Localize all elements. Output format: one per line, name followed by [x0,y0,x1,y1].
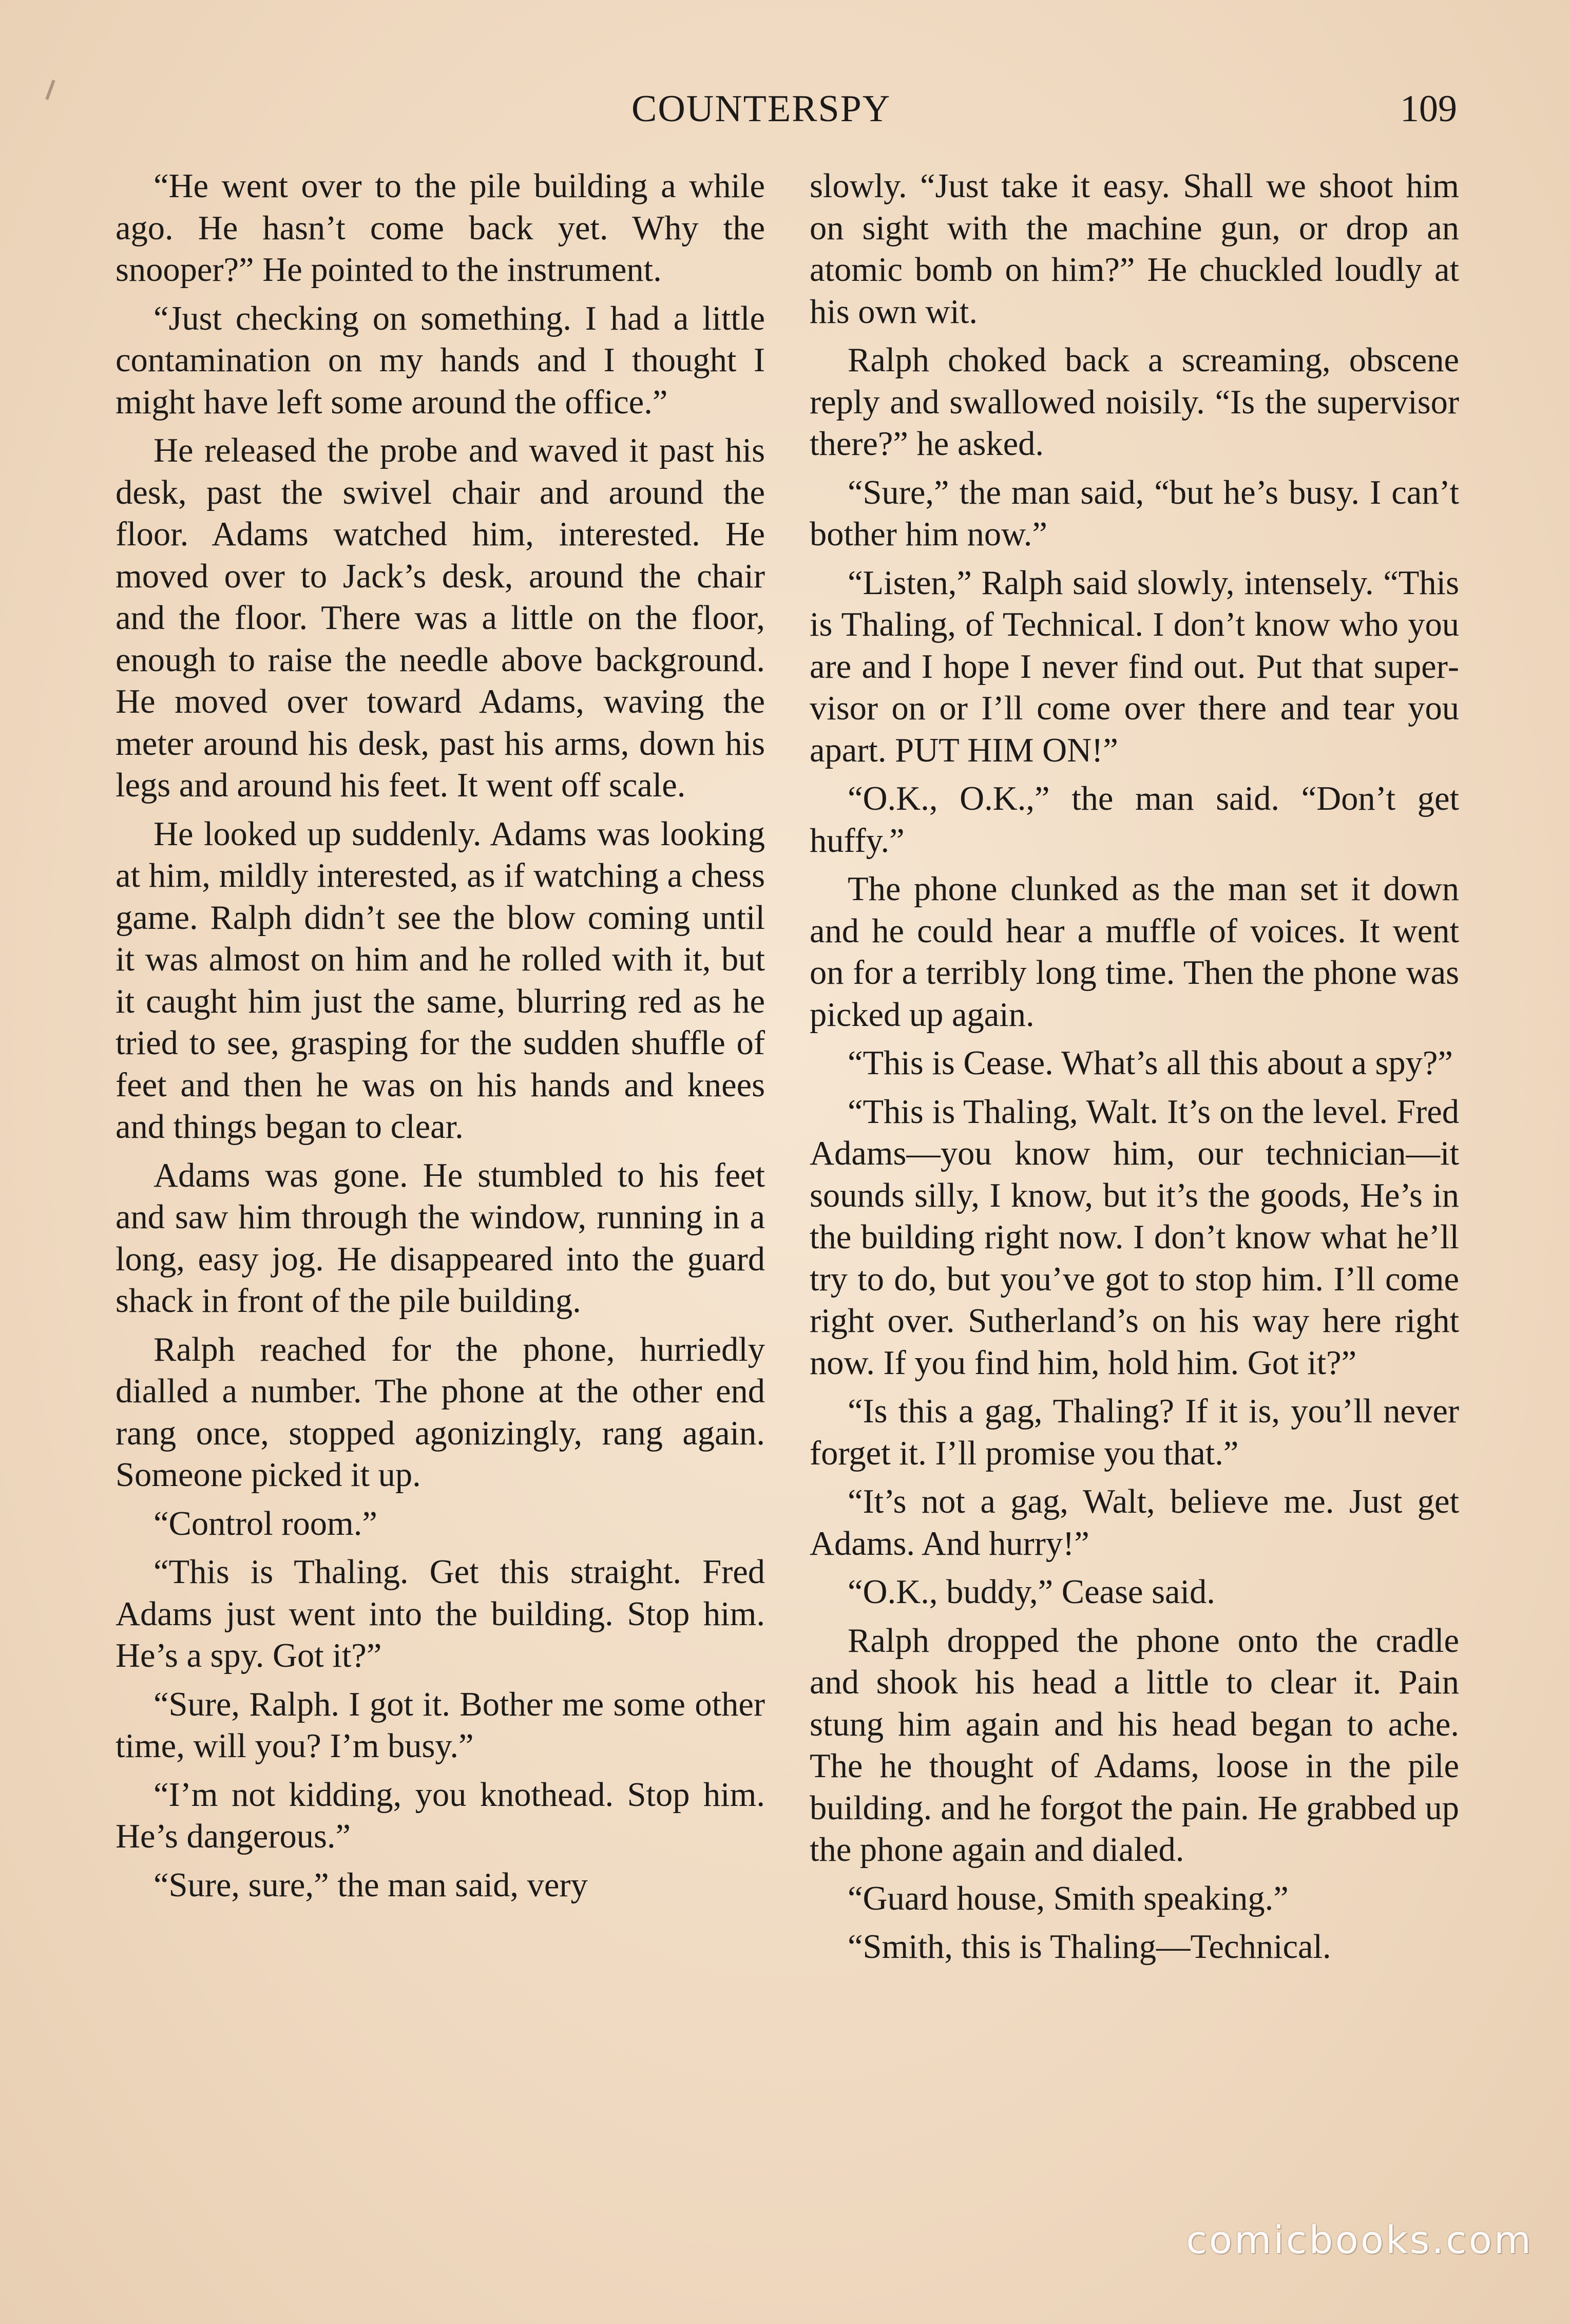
left-text-column [116,165,765,1913]
running-title: COUNTERSPY [631,88,891,130]
paragraph: “O.K., O.K.,” the man said. “Don’t get huffy.” [810,780,1459,860]
paragraph-continued: slowly. “Just take it easy. Shall we shoot him on sight with the machine gun, or drop an atomic bomb on him?” He chuckled loudly at his own wit. [810,167,1459,331]
paragraph: “Just checking on something. I had a little contamination on my hands and I thought I might have left some around the office.” [116,299,765,421]
paragraph: “O.K., buddy,” Cease said. [848,1573,1215,1611]
paragraph: “Sure,” the man said, “but he’s busy. I can’t bother him now.” [810,473,1459,553]
paragraph: “I’m not kidding, you knothead. Stop him. He’s dangerous.” [116,1776,765,1855]
page-header [631,87,1457,144]
paragraph: “Sure, Ralph. I got it. Bother me some other time, will you? I’m busy.” [116,1685,765,1765]
stray-pen-mark [45,80,55,100]
paragraph: “Smith, this is Thaling—Technical. [848,1928,1331,1966]
watermark: comicbooks.com [1186,2218,1533,2262]
paragraph: The phone clunked as the man set it down and he could hear a muffle of voices. It went on for a terribly long time. Then the phone was picked up again. [810,870,1459,1034]
paragraph: He released the probe and waved it past his desk, past the swivel chair and around the floor. Adams watched him, interested. He moved over to Jack’s desk, around the chair and the floor. There was a little on the floor, enough to raise the needle above background. He moved over toward Adams, waving the meter around his desk, past his arms, down his legs and around his feet. It went off scale. [116,432,765,804]
page-number: 109 [1400,88,1457,130]
paragraph: He looked up suddenly. Adams was looking at him, mildly interested, as if watching a chess game. Ralph didn’t see the blow coming until it was almost on him and he rolled with it, but it caught him just the same, blurring red as he tried to see, grasping for the sudden shuffle of feet and then he was on his hands and knees and things began to clear. [116,815,765,1146]
paragraph: “Guard house, Smith speaking.” [848,1879,1289,1917]
paragraph: “Control room.” [154,1504,377,1542]
right-text-column [810,165,1459,1975]
paragraph: “Sure, sure,” the man said, very [154,1866,588,1904]
paragraph: “Listen,” Ralph said slowly, intensely. “This is Thaling, of Technical. I don’t know who you are and I hope I never find out. Put that supervisor on or I’ll come over there and tear you apart. PUT HIM ON!” [810,564,1459,769]
paragraph: “He went over to the pile building a while ago. He hasn’t come back yet. Why the snooper?” He pointed to the instrument. [116,167,765,289]
paragraph: “It’s not a gag, Walt, believe me. Just get Adams. And hurry!” [810,1483,1459,1563]
paragraph: Ralph choked back a screaming, obscene reply and swallowed noisily. “Is the supervisor there?” he asked. [810,341,1459,463]
paragraph: “Is this a gag, Thaling? If it is, you’ll never forget it. I’ll promise you that.” [810,1393,1459,1472]
paragraph: Ralph dropped the phone onto the cradle and shook his head a little to clear it. Pain stung him again and his head began to ache. The he thought of Adams, loose in the pile building. and he forgot the pain. He grabbed up the phone again and dialed. [810,1622,1459,1869]
paragraph: “This is Thaling, Walt. It’s on the level. Fred Adams—you know him, our technician—it sounds silly, I know, but it’s the goods, He’s in the building right now. I don’t know what he’ll try to do, but you’ve got to stop him. I’ll come right over. Sutherland’s on his way here right now. If you find him, hold him. Got it?” [810,1093,1459,1382]
paragraph: Adams was gone. He stumbled to his feet and saw him through the window, running in a long, easy jog. He disappeared into the guard shack in front of the pile building. [116,1156,765,1320]
paragraph: “This is Cease. What’s all this about a spy?” [848,1044,1453,1082]
paragraph: Ralph reached for the phone, hurriedly dialled a number. The phone at the other end rang once, stopped agonizingly, rang again. Someone picked it up. [116,1330,765,1494]
paragraph: “This is Thaling. Get this straight. Fred Adams just went into the building. Stop him. He’s a spy. Got it?” [116,1553,765,1674]
